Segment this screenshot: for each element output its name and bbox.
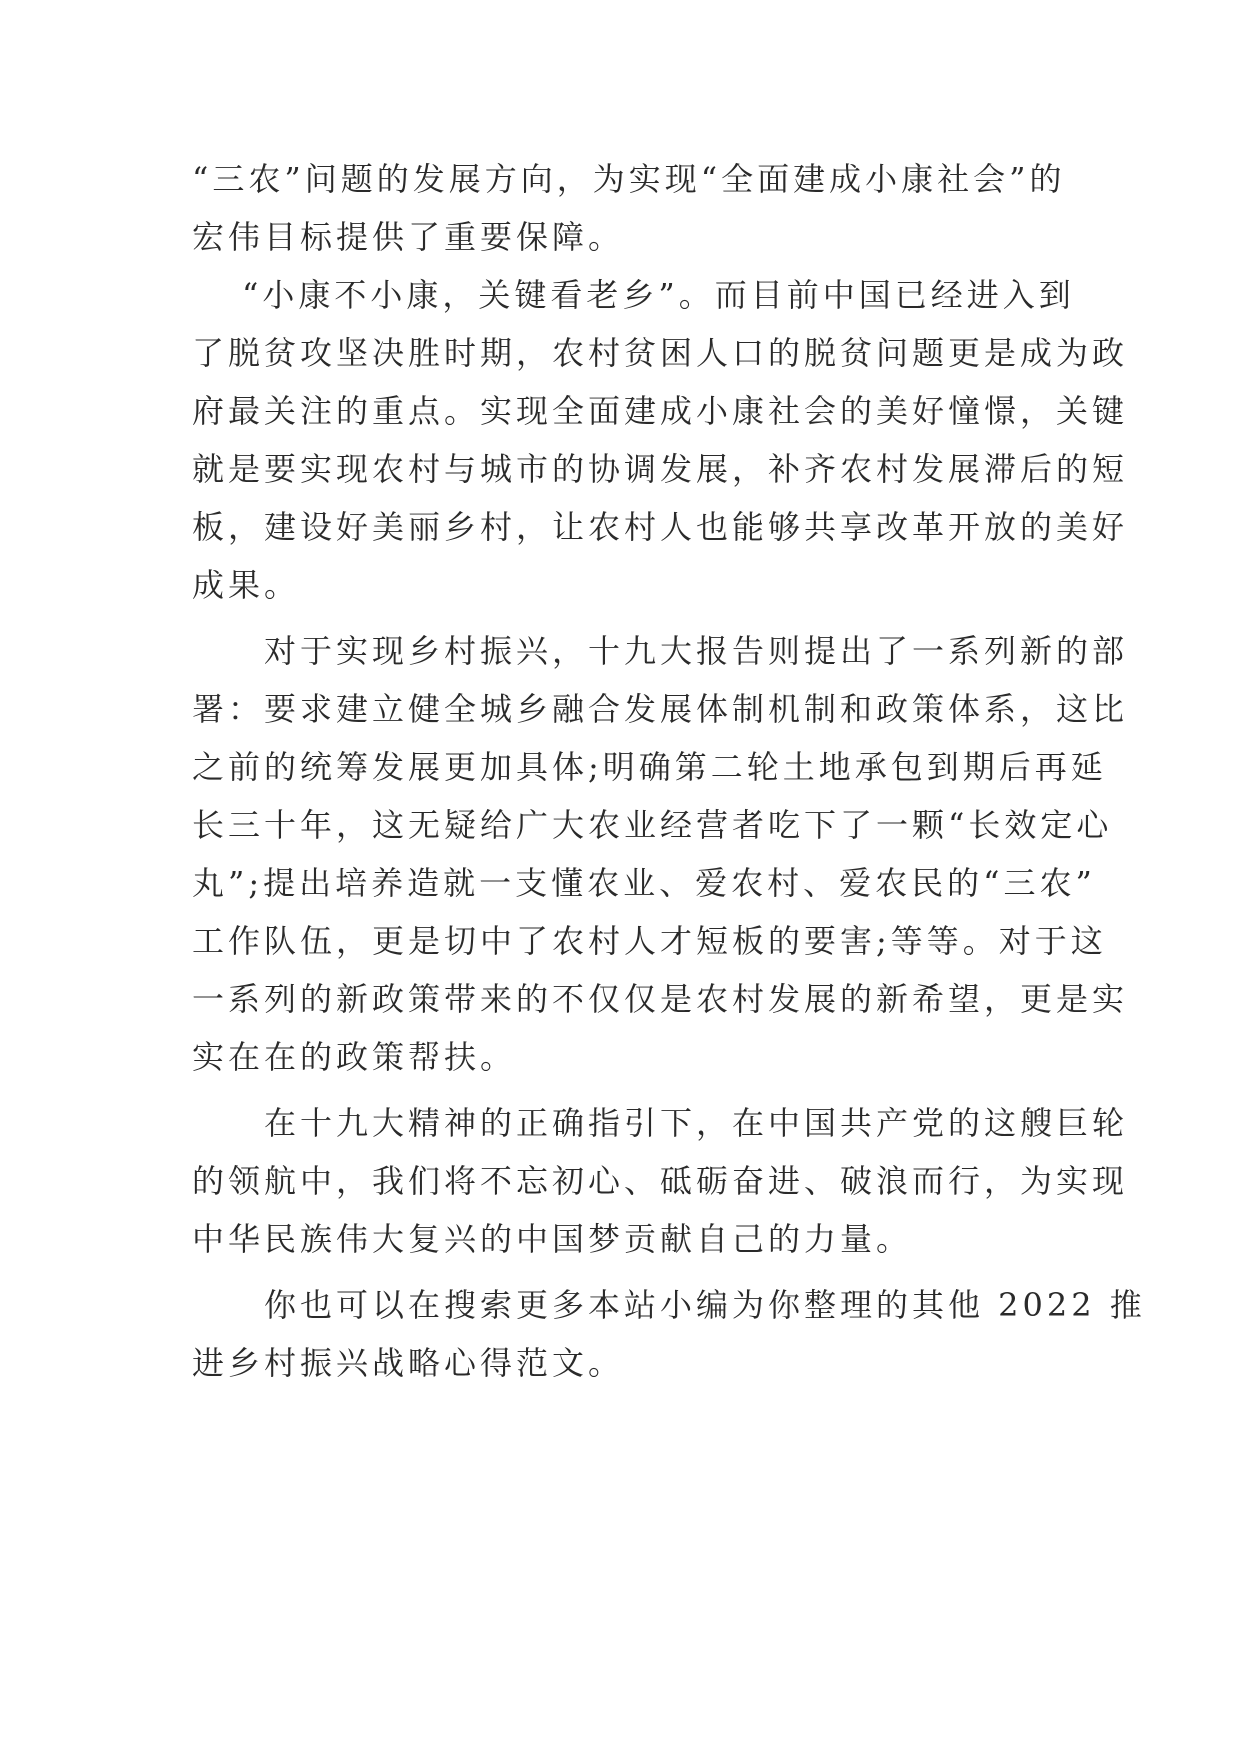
text-line: 府最关注的重点。实现全面建成小康社会的美好憧憬，关键: [192, 392, 1129, 430]
text-line: 你也可以在搜索更多本站小编为你整理的其他 2022 推: [264, 1286, 1146, 1324]
text-line: 对于实现乡村振兴，十九大报告则提出了一系列新的部: [264, 632, 1129, 670]
text-line: 长三十年，这无疑给广大农业经营者吃下了一颗“长效定心: [192, 806, 1113, 844]
text-line: 的领航中，我们将不忘初心、砥砺奋进、破浪而行，为实现: [192, 1162, 1129, 1200]
text-line: 在十九大精神的正确指引下，在中国共产党的这艘巨轮: [264, 1104, 1129, 1142]
text-line: 了脱贫攻坚决胜时期，农村贫困人口的脱贫问题更是成为政: [192, 334, 1129, 372]
text-line: 实在在的政策帮扶。: [192, 1038, 517, 1076]
text-line: 工作队伍，更是切中了农村人才短板的要害;等等。对于这: [192, 922, 1107, 960]
text-line: 之前的统筹发展更加具体;明确第二轮土地承包到期后再延: [192, 748, 1107, 786]
text-line: 进乡村振兴战略心得范文。: [192, 1344, 625, 1382]
text-line: 成果。: [192, 566, 301, 604]
text-line: 中华民族伟大复兴的中国梦贡献自己的力量。: [192, 1220, 913, 1258]
text-line: 板，建设好美丽乡村，让农村人也能够共享改革开放的美好: [192, 508, 1129, 546]
text-line: “三农”问题的发展方向，为实现“全面建成小康社会”的: [192, 160, 1066, 198]
text-line: 宏伟目标提供了重要保障。: [192, 218, 625, 256]
text-line: 丸”;提出培养造就一支懂农业、爱农村、爱农民的“三农”: [192, 864, 1096, 902]
text-line: 署：要求建立健全城乡融合发展体制机制和政策体系，这比: [192, 690, 1129, 728]
text-line: “小康不小康，关键看老乡”。而目前中国已经进入到: [242, 276, 1075, 314]
text-line: 就是要实现农村与城市的协调发展，补齐农村发展滞后的短: [192, 450, 1129, 488]
text-line: 一系列的新政策带来的不仅仅是农村发展的新希望，更是实: [192, 980, 1129, 1018]
